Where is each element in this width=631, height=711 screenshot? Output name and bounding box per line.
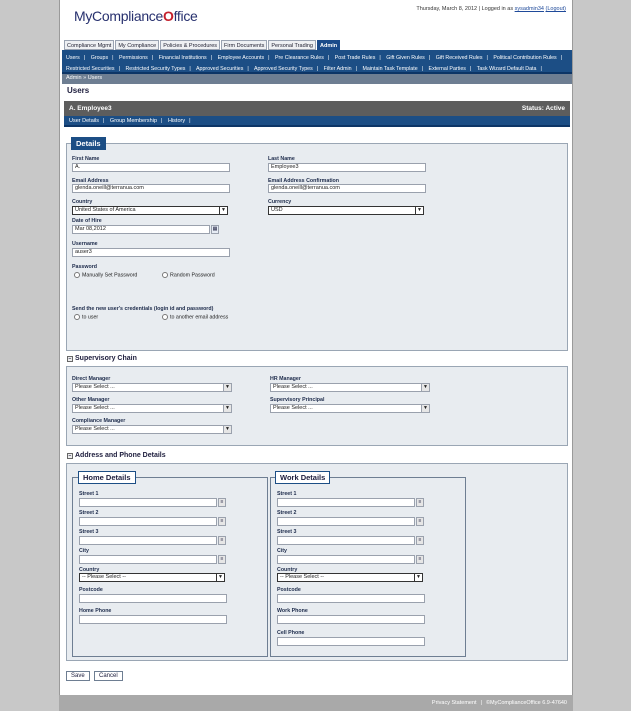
tab-group-membership[interactable]: Group Membership	[109, 118, 157, 124]
tab-history[interactable]: History	[167, 118, 186, 124]
subnav-post-trade-rules[interactable]: Post Trade Rules	[334, 55, 376, 61]
employee-header-bar	[64, 101, 570, 116]
work-street1-field[interactable]	[277, 498, 415, 507]
user-link[interactable]: sysadmin34	[514, 6, 544, 12]
work-street3-label: Street 3	[277, 529, 297, 535]
details-legend: Details	[71, 137, 106, 150]
work-street1-label: Street 1	[277, 491, 297, 497]
email-confirm-field[interactable]: glenda.oneill@terranua.com	[268, 184, 426, 193]
work-street2-field[interactable]	[277, 517, 415, 526]
home-street1-field[interactable]	[79, 498, 217, 507]
password-random-label: Random Password	[170, 272, 215, 279]
collapse-icon[interactable]: −	[68, 355, 72, 362]
subnav-political-contribution-rules[interactable]: Political Contribution Rules	[493, 55, 557, 61]
home-street2-field[interactable]	[79, 517, 217, 526]
direct-manager-value: Please Select ...	[75, 384, 115, 390]
tab-admin[interactable]: Admin	[317, 40, 340, 50]
direct-manager-select[interactable]	[72, 383, 232, 392]
currency-selected-value: USD	[271, 207, 283, 213]
hr-manager-label: HR Manager	[270, 376, 301, 382]
main-nav	[64, 40, 340, 50]
chevron-down-icon: ▼	[415, 207, 423, 214]
cell-phone-field[interactable]	[277, 637, 425, 646]
home-phone-label: Home Phone	[79, 608, 112, 614]
subnav-users[interactable]: Users	[66, 55, 80, 61]
currency-select[interactable]	[268, 206, 424, 215]
direct-manager-label: Direct Manager	[72, 376, 111, 382]
subnav-gift-given-rules[interactable]: Gift Given Rules	[386, 55, 425, 61]
details-panel	[66, 143, 568, 351]
chevron-down-icon: ▼	[421, 384, 429, 391]
address-title: Address and Phone Details	[75, 452, 166, 459]
send-to-user-radio[interactable]	[74, 314, 98, 320]
tab-user-details[interactable]: User Details	[69, 118, 99, 124]
chevron-down-icon: ▼	[223, 405, 231, 412]
chevron-down-icon: ▼	[414, 574, 422, 581]
logo-check-icon: O	[163, 8, 174, 24]
send-to-other-radio[interactable]	[162, 314, 228, 320]
home-city-field[interactable]	[79, 555, 217, 564]
username-field[interactable]: auser3	[72, 248, 230, 257]
lookup-icon[interactable]: ≡	[416, 517, 424, 526]
subnav-task-wizard-default-data[interactable]: Task Wizard Default Data	[476, 66, 537, 72]
session-date: Thursday, March 8, 2012 | Logged in as	[416, 6, 514, 12]
footer	[59, 695, 573, 711]
lookup-icon[interactable]: ≡	[218, 517, 226, 526]
hire-date-label: Date of Hire	[72, 218, 102, 224]
hire-date-field[interactable]: Mar 08,2012	[72, 225, 210, 234]
home-postcode-label: Postcode	[79, 587, 103, 593]
home-street3-field[interactable]	[79, 536, 217, 545]
work-details-legend: Work Details	[275, 471, 330, 484]
employee-name: A. Employee3	[69, 105, 112, 112]
privacy-link[interactable]: Privacy Statement	[431, 700, 477, 706]
email-label: Email Address	[72, 178, 109, 184]
session-info	[416, 6, 566, 12]
work-country-value: -- Please Select --	[280, 574, 325, 580]
work-country-label: Country	[277, 567, 298, 573]
first-name-field[interactable]: A.	[72, 163, 230, 172]
cancel-button[interactable]: Cancel	[94, 671, 123, 681]
country-label: Country	[72, 199, 93, 205]
email-field[interactable]: glenda.oneill@terranua.com	[72, 184, 230, 193]
send-credentials-label: Send the new user's credentials (login id and password)	[72, 306, 214, 312]
lookup-icon[interactable]: ≡	[416, 536, 424, 545]
subnav-restricted-securities[interactable]: Restricted Securities	[66, 66, 115, 72]
cell-phone-label: Cell Phone	[277, 630, 305, 636]
work-city-label: City	[277, 548, 288, 554]
subnav-employee-accounts[interactable]: Employee Accounts	[217, 55, 265, 61]
home-country-select[interactable]	[79, 573, 225, 582]
employee-status: Status: Active	[521, 105, 565, 112]
username-label: Username	[72, 241, 98, 247]
home-street3-label: Street 3	[79, 529, 99, 535]
work-postcode-label: Postcode	[277, 587, 301, 593]
lookup-icon[interactable]: ≡	[416, 498, 424, 507]
tab-my-compliance[interactable]: My Compliance	[115, 40, 159, 50]
email-confirm-label: Email Address Confirmation	[268, 178, 340, 184]
tab-firm-documents[interactable]: Firm Documents	[221, 40, 267, 50]
subnav-filter-admin[interactable]: Filter Admin	[323, 66, 352, 72]
country-select[interactable]	[72, 206, 228, 215]
currency-label: Currency	[268, 199, 292, 205]
home-street2-label: Street 2	[79, 510, 99, 516]
radio-icon	[74, 314, 80, 320]
subnav-external-parties[interactable]: External Parties	[428, 66, 466, 72]
lookup-icon[interactable]: ≡	[218, 498, 226, 507]
other-manager-value: Please Select ...	[75, 405, 115, 411]
other-manager-select[interactable]	[72, 404, 232, 413]
subnav-approved-security-types[interactable]: Approved Security Types	[253, 66, 313, 72]
footer-separator: |	[480, 700, 482, 706]
chevron-down-icon: ▼	[223, 426, 231, 433]
password-manual-radio[interactable]	[74, 272, 137, 278]
chevron-down-icon: ▼	[216, 574, 224, 581]
chevron-down-icon: ▼	[219, 207, 227, 214]
send-to-user-label: to user	[82, 314, 99, 321]
chevron-down-icon: ▼	[421, 405, 429, 412]
radio-icon	[162, 314, 168, 320]
send-to-other-label: to another email address	[170, 314, 229, 321]
last-name-field[interactable]: Employee3	[268, 163, 426, 172]
home-street1-label: Street 1	[79, 491, 99, 497]
subnav-financial-institutions[interactable]: Financial Institutions	[158, 55, 207, 61]
compliance-manager-select[interactable]	[72, 425, 232, 434]
tab-personal-trading[interactable]: Personal Trading	[268, 40, 316, 50]
supervisory-principal-select[interactable]	[270, 404, 430, 413]
work-country-select[interactable]	[277, 573, 423, 582]
breadcrumb-separator: »	[83, 75, 87, 81]
compliance-manager-value: Please Select ...	[75, 426, 115, 432]
hr-manager-value: Please Select ...	[273, 384, 313, 390]
home-details-legend: Home Details	[78, 471, 136, 484]
page-container	[59, 0, 573, 695]
calendar-icon[interactable]: ▦	[212, 226, 218, 232]
breadcrumb-users: Users	[87, 75, 103, 81]
copyright: ©MyComplianceOffice 6.9-47640	[486, 700, 567, 706]
work-postcode-field[interactable]	[277, 594, 425, 603]
subnav-permissions[interactable]: Permissions	[118, 55, 148, 61]
compliance-manager-label: Compliance Manager	[72, 418, 126, 424]
tab-policies[interactable]: Policies & Procedures	[160, 40, 220, 50]
password-label: Password	[72, 264, 98, 270]
subnav-gift-received-rules[interactable]: Gift Received Rules	[435, 55, 483, 61]
subnav-restricted-security-types[interactable]: Restricted Security Types	[125, 66, 186, 72]
lookup-icon[interactable]: ≡	[218, 555, 226, 564]
radio-icon	[74, 272, 80, 278]
home-phone-field[interactable]	[79, 615, 227, 624]
logo: MyComplianceOffice	[74, 8, 198, 24]
subnav-approved-securities[interactable]: Approved Securities	[196, 66, 244, 72]
work-street2-label: Street 2	[277, 510, 297, 516]
breadcrumb	[62, 74, 572, 84]
supervisory-chain-title: Supervisory Chain	[75, 355, 137, 362]
address-header[interactable]	[67, 452, 166, 459]
home-country-label: Country	[79, 567, 100, 573]
home-city-label: City	[79, 548, 90, 554]
other-manager-label: Other Manager	[72, 397, 110, 403]
chevron-down-icon: ▼	[223, 384, 231, 391]
subnav-pre-clearance-rules[interactable]: Pre Clearance Rules	[274, 55, 324, 61]
page-title: Users	[67, 86, 90, 95]
work-city-field[interactable]	[277, 555, 415, 564]
password-manual-label: Manually Set Password	[82, 272, 138, 279]
logout-link[interactable]: (Logout)	[545, 6, 566, 12]
subnav-groups[interactable]: Groups	[90, 55, 109, 61]
work-street3-field[interactable]	[277, 536, 415, 545]
tab-compliance-mgmt[interactable]: Compliance Mgmt	[64, 40, 114, 50]
lookup-icon[interactable]: ≡	[416, 555, 424, 564]
work-phone-label: Work Phone	[277, 608, 308, 614]
subnav-maintain-task-template[interactable]: Maintain Task Template	[362, 66, 418, 72]
country-selected-value: United States of America	[75, 207, 136, 213]
collapse-icon[interactable]: −	[68, 452, 72, 459]
lookup-icon[interactable]: ≡	[218, 536, 226, 545]
save-button[interactable]: Save	[66, 671, 90, 681]
work-phone-field[interactable]	[277, 615, 425, 624]
home-country-value: -- Please Select --	[82, 574, 127, 580]
admin-sub-nav: Users | Groups | Permissions | Financial Institutions | Employee Accounts | Pre Clearance Rules | Post Trade Rules | Gift Given Rules | Gift Received Rules | Political Contribution Rules | Restricted Securities | Restricted Security Types | Approved Securities | Approved Security Types | Filter Admin | Maintain Task Template | External Parties | Task Wizard Default Data |	[62, 50, 572, 74]
home-postcode-field[interactable]	[79, 594, 227, 603]
supervisory-chain-header[interactable]	[67, 355, 137, 362]
supervisory-principal-value: Please Select ...	[273, 405, 313, 411]
hr-manager-select[interactable]	[270, 383, 430, 392]
breadcrumb-admin[interactable]: Admin	[66, 75, 82, 81]
supervisory-principal-label: Supervisory Principal	[270, 397, 325, 403]
employee-tabs: User Details | Group Membership | History |	[64, 116, 570, 127]
first-name-label: First Name	[72, 156, 100, 162]
last-name-label: Last Name	[268, 156, 295, 162]
radio-icon	[162, 272, 168, 278]
password-random-radio[interactable]	[162, 272, 215, 278]
